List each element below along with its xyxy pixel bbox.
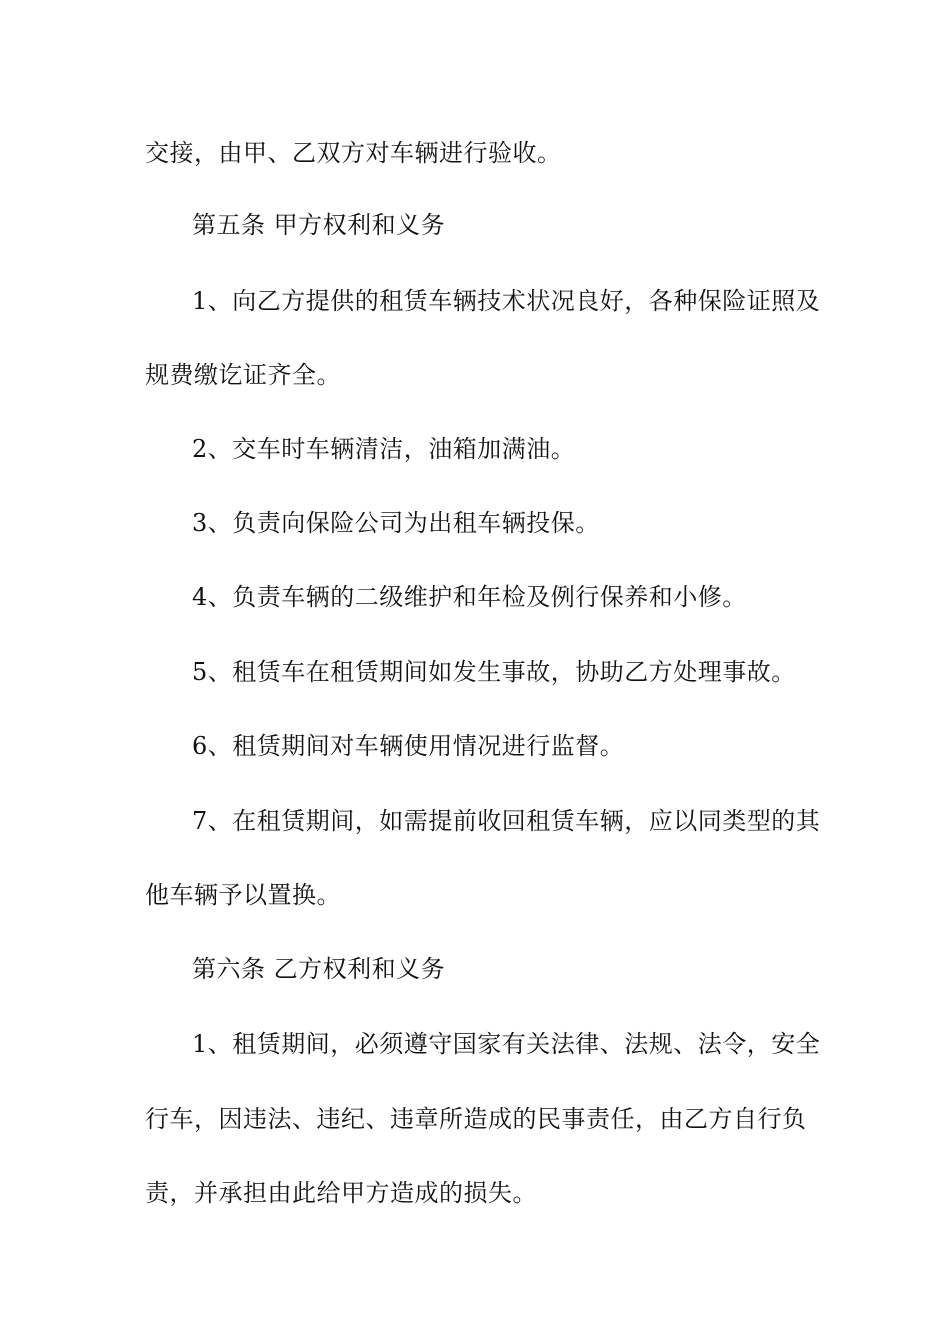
- section-heading-article-6: 第六条 乙方权利和义务: [192, 955, 446, 983]
- text-line: 责，并承担由此给甲方造成的损失。: [145, 1179, 537, 1207]
- text-line: 1、租赁期间，必须遵守国家有关法律、法规、法令，安全: [192, 1030, 821, 1058]
- text-line: 2、交车时车辆清洁，油箱加满油。: [192, 435, 576, 463]
- text-line: 5、租赁车在租赁期间如发生事故，协助乙方处理事故。: [192, 658, 796, 686]
- text-line: 7、在租赁期间，如需提前收回租赁车辆，应以同类型的其: [192, 807, 821, 835]
- text-line: 他车辆予以置换。: [145, 881, 341, 909]
- text-line: 4、负责车辆的二级维护和年检及例行保养和小修。: [192, 583, 747, 611]
- text-line: 1、向乙方提供的租赁车辆技术状况良好，各种保险证照及: [192, 287, 821, 315]
- section-heading-article-5: 第五条 甲方权利和义务: [192, 211, 446, 239]
- text-line: 规费缴讫证齐全。: [145, 361, 341, 389]
- text-line: 行车，因违法、违纪、违章所造成的民事责任，由乙方自行负: [145, 1105, 807, 1133]
- text-line: 3、负责向保险公司为出租车辆投保。: [192, 509, 600, 537]
- text-line: 交接，由甲、乙双方对车辆进行验收。: [145, 139, 562, 167]
- text-line: 6、租赁期间对车辆使用情况进行监督。: [192, 732, 625, 760]
